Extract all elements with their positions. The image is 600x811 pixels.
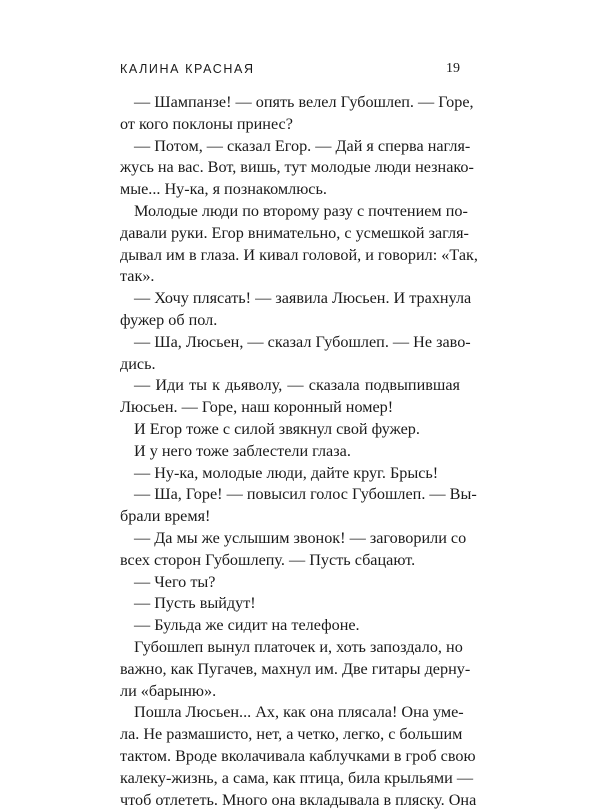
text-line: жусь на вас. Вот, вишь, тут молодые люди незнако- [120, 157, 460, 179]
text-line: Люсьен. — Горе, наш коронный номер! [120, 397, 460, 419]
text-line: важно, как Пугачев, махнул им. Две гитары дерну- [120, 659, 460, 681]
text-line: мые... Ну-ка, я познакомлюсь. [120, 179, 460, 201]
text-line: Губошлеп вынул платочек и, хоть запоздало, но [120, 637, 460, 659]
text-line: Молодые люди по второму разу с почтением по- [120, 201, 460, 223]
text-line: — Ша, Горе! — повысил голос Губошлеп. — Вы- [120, 484, 460, 506]
text-line: дывал им в глаза. И кивал головой, и говорил: «Так, [120, 245, 460, 267]
text-line: брали время! [120, 506, 460, 528]
text-line: И Егор тоже с силой звякнул свой фужер. [120, 419, 460, 441]
text-line: Пошла Люсьен... Ах, как она плясала! Она уме- [120, 702, 460, 724]
text-line: — Бульда же сидит на телефоне. [120, 615, 460, 637]
text-line: — Хочу плясать! — заявила Люсьен. И трахнула [120, 288, 460, 310]
running-header [120, 62, 460, 82]
text-line: фужер об пол. [120, 310, 460, 332]
text-line: — Чего ты? [120, 572, 460, 594]
running-title: КАЛИНА КРАСНАЯ [120, 62, 255, 76]
text-line: чтоб отлететь. Много она вкладывала в пляску. Она [120, 790, 460, 811]
text-line: — Да мы же услышим звонок! — заговорили со [120, 528, 460, 550]
text-line: — Шампанзе! — опять велел Губошлеп. — Горе, [120, 92, 460, 114]
text-line: калеку-жизнь, а сама, как птица, била крыльями — [120, 768, 460, 790]
text-line: давали руки. Егор внимательно, с усмешкой загля- [120, 223, 460, 245]
text-line: тактом. Вроде вколачивала каблучками в гроб свою [120, 746, 460, 768]
text-line: — Ша, Люсьен, — сказал Губошлеп. — Не заво- [120, 332, 460, 354]
text-line: — Потом, — сказал Егор. — Дай я сперва нагля- [120, 136, 460, 158]
text-line: от кого поклоны принес? [120, 114, 460, 136]
text-line: ли «барыню». [120, 681, 460, 703]
text-line: И у него тоже заблестели глаза. [120, 441, 460, 463]
text-line: — Иди ты к дьяволу, — сказала подвыпившая [120, 375, 460, 397]
text-line: — Ну-ка, молодые люди, дайте круг. Брысь! [120, 463, 460, 485]
body-text [120, 92, 460, 811]
text-line: ла. Не размашисто, нет, а четко, легко, с большим [120, 724, 460, 746]
text-line: так». [120, 266, 460, 288]
page-number: 19 [446, 61, 460, 77]
text-line: — Пусть выйдут! [120, 593, 460, 615]
text-line: дись. [120, 354, 460, 376]
text-line: всех сторон Губошлепу. — Пусть сбацают. [120, 550, 460, 572]
